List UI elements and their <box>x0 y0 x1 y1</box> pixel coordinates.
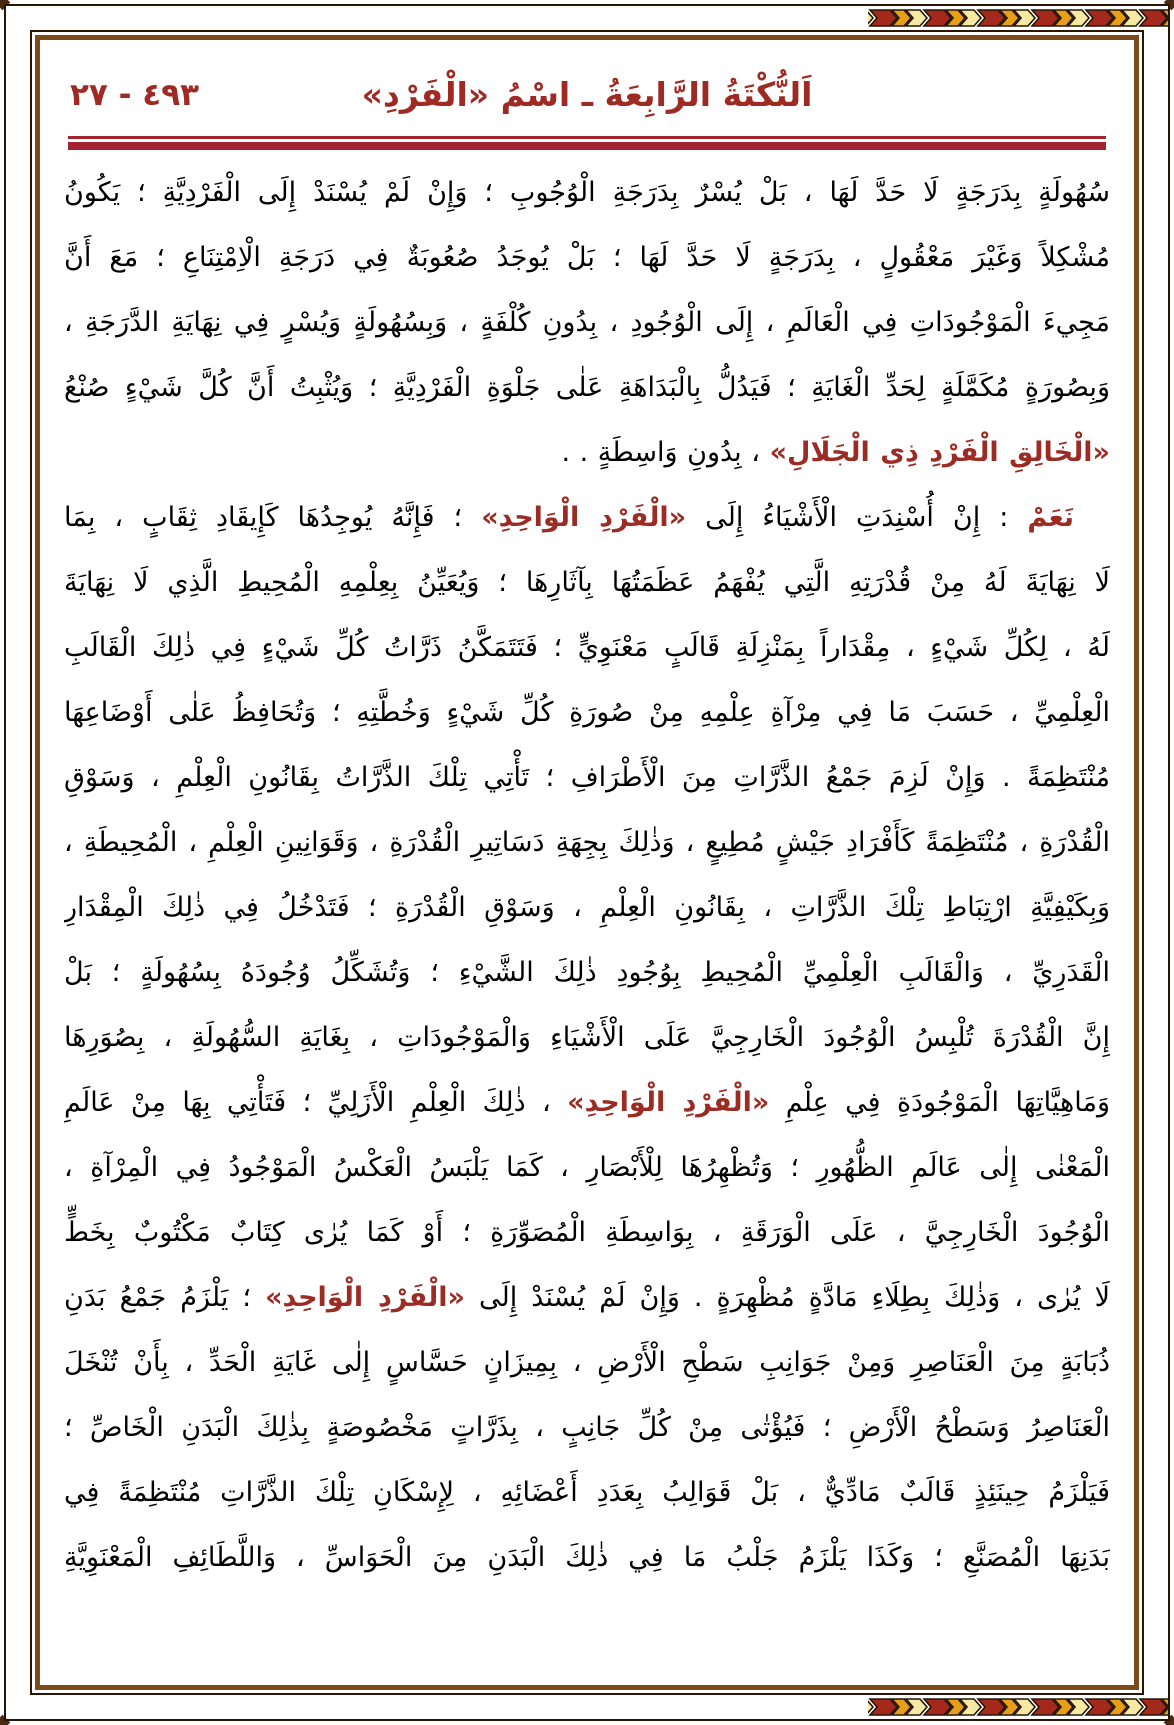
highlighted-phrase: «الْفَرْدِ الْوَاحِدِ» <box>265 1282 465 1313</box>
highlighted-phrase: نَعَمْ <box>1027 502 1074 533</box>
body-segment: ؛ يَلْزَمُ جَمْعُ بَدَنِ <box>64 1282 266 1313</box>
body-segment: وَبِكَيْفِيَّةِ ارْتِبَاطِ تِلْكَ الذَّرَّاتِ ، بِقَانُونِ الْعِلْمِ ، وَسَوْقِ الْقُدْرَةِ ؛ فَتَدْخُلُ فِي ذٰلِكَ الْمِقْدَارِ <box>64 892 1110 923</box>
body-segment: لَا نِهَايَةَ لَهُ مِنْ قُدْرَتِهِ الَّتِي يُفْهَمُ عَظَمَتُهَا بِآثَارِهَا ؛ وَيُعَيِّنُ بِعِلْمِهِ الْمُحِيطِ الَّذِي لَا نِهَايَةَ <box>64 567 1110 598</box>
text-line <box>64 1525 1110 1590</box>
body-segment: وَمَاهِيَّاتِهَا الْمَوْجُودَةِ فِي عِلْمِ <box>769 1087 1110 1118</box>
text-line <box>64 1200 1110 1265</box>
body-segment: : إِنْ أُسْنِدَتِ الْأَشْيَاءُ إِلَى <box>686 502 1028 533</box>
body-segment: بَدَنِهَا الْمُصَنَّعِ ؛ وَكَذَا يَلْزَمُ جَلْبُ مَا فِي ذٰلِكَ الْبَدَنِ مِنَ الْحَوَاسِّ ، وَاللَّطَائِفِ الْمَعْنَوِيَّةِ <box>64 1542 1110 1573</box>
text-line <box>64 1135 1110 1200</box>
body-segment: إِنَّ الْقُدْرَةَ تُلْبِسُ الْوُجُودَ الْخَارِجِيَّ عَلَى الْأَشْيَاءِ وَالْمَوْجُودَاتِ ، بِغَايَةِ السُّهُولَةِ ، بِصُوَرِهَا <box>64 1022 1110 1053</box>
ornamental-border-bottom <box>868 1695 1168 1719</box>
body-segment: لَهُ ، لِكُلِّ شَيْءٍ ، مِقْدَاراً بِمَنْزِلَةِ قَالَبٍ مَعْنَوِيٍّ ؛ فَتَتَمَكَّنُ ذَرَّاتُ كُلِّ شَيْءٍ فِي ذٰلِكَ الْقَالَبِ <box>64 632 1110 663</box>
page-content <box>40 40 1134 1685</box>
body-segment: ذُبَابَةٍ مِنَ الْعَنَاصِرِ وَمِنْ جَوَانِبِ سَطْحِ الْأَرْضِ ، بِمِيزَانٍ حَسَّاسٍ إِلٰى غَايَةِ الْحَدِّ ، بِأَنْ تُنْخَلَ <box>64 1347 1110 1378</box>
text-line <box>64 485 1110 550</box>
highlighted-phrase: «الْفَرْدِ الْوَاحِدِ» <box>481 502 687 533</box>
body-segment: الْعَنَاصِرُ وَسَطْحُ الْأَرْضِ ؛ فَيُؤْتٰى مِنْ كُلِّ جَانِبٍ ، بِذَرَّاتٍ مَخْصُوصَةٍ بِذٰلِكَ الْبَدَنِ الْخَاصِّ ؛ <box>64 1412 1110 1443</box>
text-line <box>64 355 1110 420</box>
text-line <box>64 1460 1110 1525</box>
highlighted-phrase: «الْخَالِقِ الْفَرْدِ ذِي الْجَلَالِ» <box>769 437 1110 468</box>
body-segment: الْوُجُودَ الْخَارِجِيَّ ، عَلَى الْوَرَقَةِ ، بِوَاسِطَةِ الْمُصَوِّرَةِ ؛ أَوْ كَمَا يُرٰى كِتَابٌ مَكْتُوبٌ بِخَطٍّ <box>64 1217 1110 1248</box>
highlighted-phrase: «الْفَرْدِ الْوَاحِدِ» <box>567 1087 770 1118</box>
text-line <box>64 1330 1110 1395</box>
body-segment: ، بِدُونِ وَاسِطَةٍ . . <box>561 437 770 468</box>
text-line <box>64 1395 1110 1460</box>
body-segment: ؛ فَإِنَّهُ يُوجِدُهَا كَإِيقَادِ ثِقَابٍ ، بِمَا <box>64 502 482 533</box>
body-segment: سُهُولَةٍ بِدَرَجَةٍ لَا حَدَّ لَهَا ، بَلْ يُسْرٌ بِدَرَجَةِ الْوُجُوبِ ؛ وَإِنْ لَمْ يُسْنَدْ إِلَى الْفَرْدِيَّةِ ؛ يَكُونُ <box>64 177 1110 208</box>
body-text <box>64 160 1110 1590</box>
text-line <box>64 1005 1110 1070</box>
title-divider <box>68 136 1106 150</box>
body-segment: الْقَدَرِيِّ ، وَالْقَالَبِ الْعِلْمِيِّ الْمُحِيطِ بِوُجُودِ ذٰلِكَ الشَّيْءِ ؛ وَتُشَكِّلُ وُجُودَهُ بِسُهُولَةٍ ؛ بَلْ <box>64 957 1110 988</box>
text-line <box>64 680 1110 745</box>
body-segment: مُنْتَظِمَةً . وَإِنْ لَزِمَ جَمْعُ الذَّرَّاتِ مِنَ الْأَطْرَافِ ؛ تَأْتِي تِلْكَ الذَّرَّاتُ بِقَانُونِ الْعِلْمِ ، وَسَوْقِ <box>64 762 1110 793</box>
ornamental-border-top <box>868 6 1168 30</box>
page-header <box>64 66 1110 124</box>
body-segment: ، ذٰلِكَ الْعِلْمِ الْأَزَلِيِّ ؛ فَتَأْتِي بِهَا مِنْ عَالَمِ <box>64 1087 568 1118</box>
page-title: اَلنُّكْتَةُ الرَّابِعَةُ ـ اسْمُ «الْفَرْدِ» <box>361 75 813 114</box>
body-segment: وَبِصُورَةٍ مُكَمَّلَةٍ لِحَدِّ الْغَايَةِ ؛ فَيَدُلُّ بِالْبَدَاهَةِ عَلٰى جَلْوَةِ الْفَرْدِيَّةِ ؛ وَيُثْبِتُ أَنَّ كُلَّ شَيْءٍ صُنْعُ <box>64 372 1110 403</box>
text-line <box>64 290 1110 355</box>
body-segment: الْمَعْنٰى إِلٰى عَالَمِ الظُّهُورِ ؛ وَتُظْهِرُهَا لِلْأَبْصَارِ ، كَمَا يَلْبَسُ الْعَكْسُ الْمَوْجُودُ فِي الْمِرْآةِ ، <box>64 1152 1110 1183</box>
text-line <box>64 875 1110 940</box>
corner-ornament <box>0 1715 10 1725</box>
text-line <box>64 615 1110 680</box>
page-number: ٤٩٣ - ٢٧ <box>70 77 200 113</box>
body-segment: مُشْكِلاً وَغَيْرَ مَعْقُولٍ ، بِدَرَجَةٍ لَا حَدَّ لَهَا ؛ بَلْ يُوجَدُ صُعُوبَةٌ فِي دَرَجَةِ الْاِمْتِنَاعِ ؛ مَعَ أَنَّ <box>64 242 1110 273</box>
ornamental-border-left <box>6 6 30 156</box>
body-segment: مَجِيءَ الْمَوْجُودَاتِ فِي الْعَالَمِ ، إِلَى الْوُجُودِ ، بِدُونِ كُلْفَةٍ ، وَبِسُهُولَةٍ وَيُسْرٍ فِي نِهَايَةِ الدَّرَجَةِ ، <box>64 307 1110 338</box>
text-line <box>64 810 1110 875</box>
text-line <box>64 420 1110 485</box>
text-line <box>64 225 1110 290</box>
divider-thick-rule <box>68 142 1106 150</box>
body-segment: الْعِلْمِيِّ ، حَسَبَ مَا فِي مِرْآةِ عِلْمِهِ مِنْ صُورَةِ كُلِّ شَيْءٍ وَخُطَّتِهِ ؛ وَتُحَافِظُ عَلٰى أَوْضَاعِهَا <box>64 697 1110 728</box>
text-line <box>64 160 1110 225</box>
text-line <box>64 745 1110 810</box>
text-line <box>64 1265 1110 1330</box>
text-line <box>64 550 1110 615</box>
body-segment: الْقُدْرَةِ ، مُنْتَظِمَةً كَأَفْرَادِ جَيْشٍ مُطِيعٍ ، وَذٰلِكَ بِجِهَةِ دَسَاتِيرِ الْقُدْرَةِ ، وَقَوَانِينِ الْعِلْمِ ، الْمُحِيطَةِ ، <box>64 827 1110 858</box>
text-line <box>64 940 1110 1005</box>
body-segment: لَا يُرٰى ، وَذٰلِكَ بِطِلَاءِ مَادَّةٍ مُظْهِرَةٍ . وَإِنْ لَمْ يُسْنَدْ إِلَى <box>464 1282 1110 1313</box>
body-segment: فَيَلْزَمُ حِينَئِذٍ قَالَبٌ مَادِّيٌّ ، بَلْ قَوَالِبُ بِعَدَدِ أَعْضَائِهِ ، لِإِسْكَانِ تِلْكَ الذَّرَّاتِ مُنْتَظِمَةً فِي <box>64 1477 1110 1508</box>
text-line <box>64 1070 1110 1135</box>
